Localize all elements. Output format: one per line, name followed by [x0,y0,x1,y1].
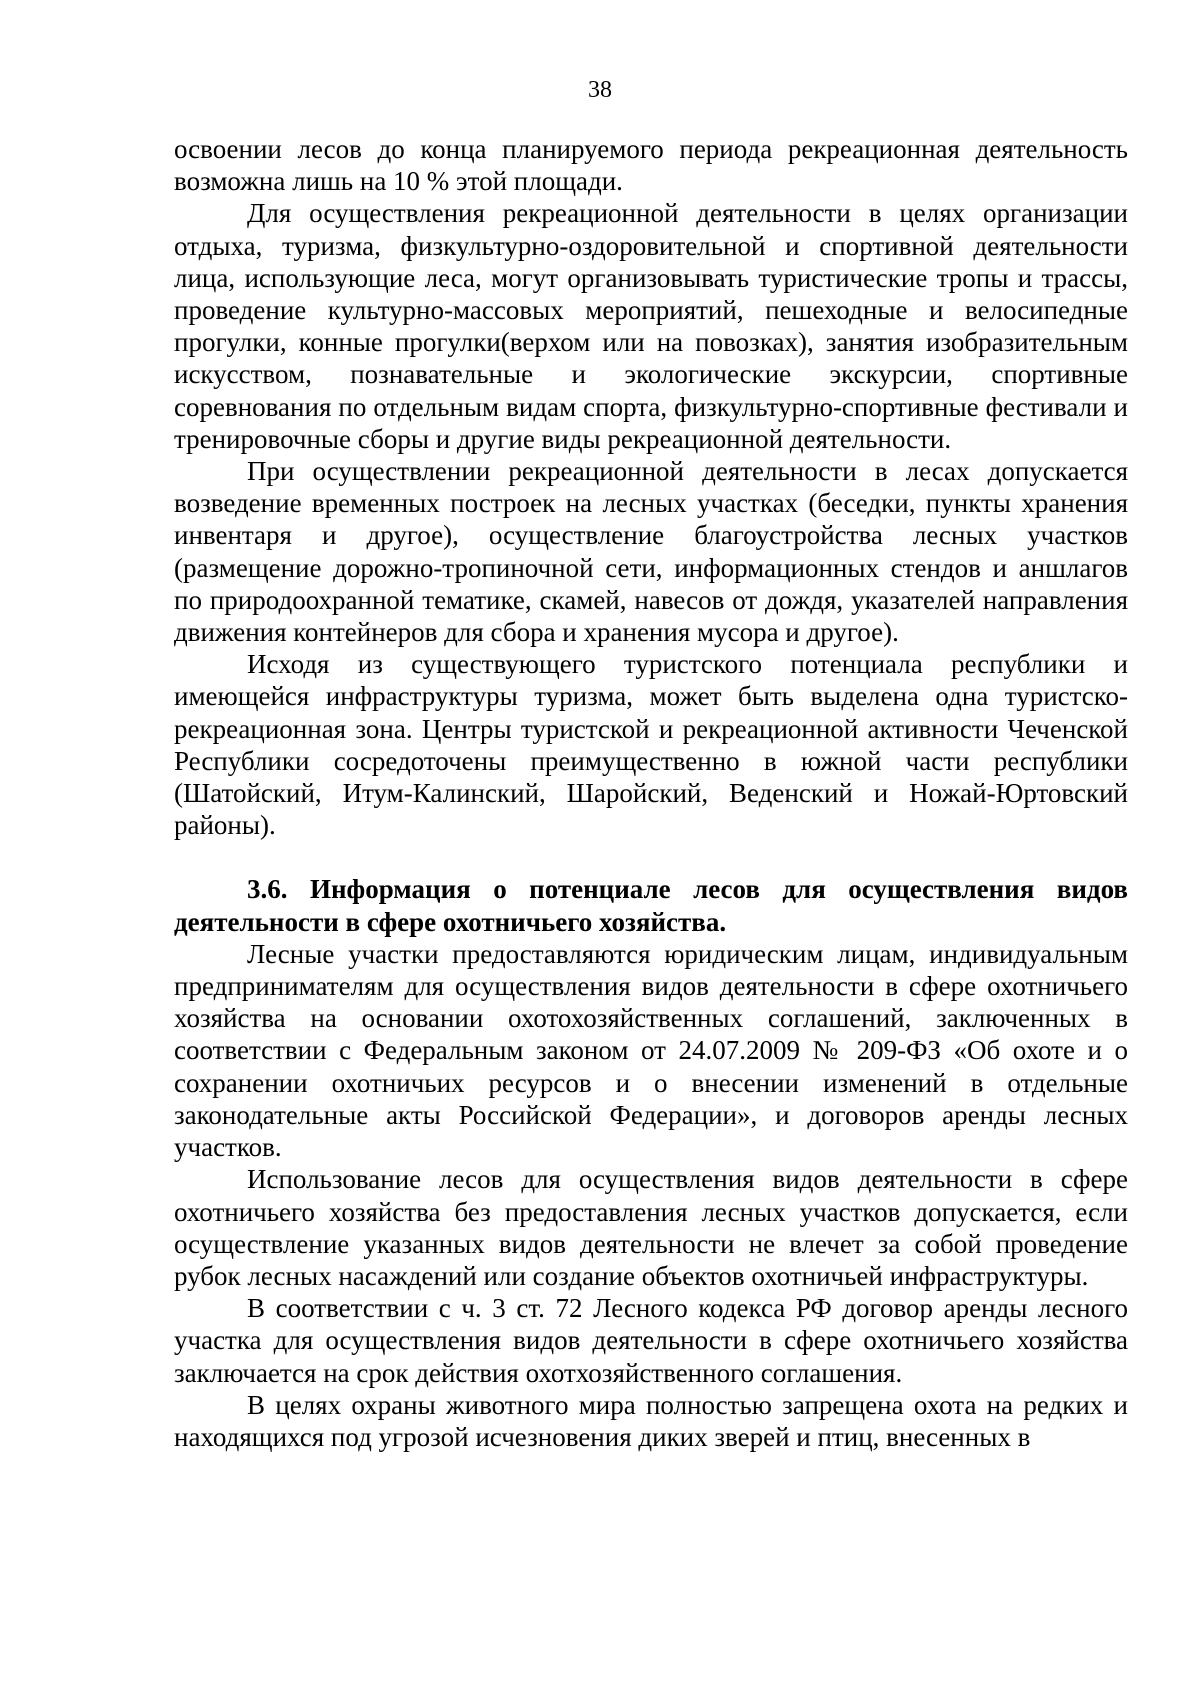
section-heading: 3.6. Информация о потенциале лесов для осуществления видов деятельности в сфере охотничьего хозяйства. [174,874,1128,937]
page-number: 38 [588,77,612,103]
paragraph-lease-term: В соответствии с ч. 3 ст. 72 Лесного кодекса РФ договор аренды лесного участка для осуществления видов деятельности в сфере охотничьего хозяйства заключается на срок действия охотхозяйственного соглашения. [174,1293,1128,1388]
paragraph-recreation-activities: Для осуществления рекреационной деятельности в целях организации отдыха, туризма, физкультурно-оздоровительной и спортивной деятельности лица, использующие леса, могут организовывать туристические тропы и трассы, проведение культурно-массовых мероприятий, пешеходные и велосипедные прогулки, конные прогулки(верхом или на повозках), занятия изобразительным искусством, познавательные и экологические экскурсии, спортивные соревнования по отдельным видам спорта, физкультурно-спортивные фестивали и тренировочные сборы и другие виды рекреационной деятельности. [174,198,1128,454]
document-body [174,133,1128,1453]
paragraph-continuation: освоении лесов до конца планируемого периода рекреационная деятельность возможна лишь на 10 % этой площади. [174,134,1128,197]
paragraph-hunting-plots: Лесные участки предоставляются юридическим лицам, индивидуальным предпринимателям для осуществления видов деятельности в сфере охотничьего хозяйства на основании охотохозяйственных соглашений, заключенных в соответствии с Федеральным законом от 24.07.2009 № 209-ФЗ «Об охоте и о сохранении охотничьих ресурсов и о внесении изменений в отдельные законодательные акты Российской Федерации», и договоров аренды лесных участков. [174,938,1128,1163]
paragraph-hunting-without-plots: Использование лесов для осуществления видов деятельности в сфере охотничьего хозяйства без предоставления лесных участков допускается, если осуществление указанных видов деятельности не влечет за собой проведение рубок лесных насаждений или создание объектов охотничьей инфраструктуры. [174,1164,1128,1291]
paragraph-wildlife-protection: В целях охраны животного мира полностью запрещена охота на редких и находящихся под угрозой исчезновения диких зверей и птиц, внесенных в [174,1389,1128,1452]
paragraph-tourist-zone: Исходя из существующего туристского потенциала республики и имеющейся инфраструктуры туризма, может быть выделена одна туристско-рекреационная зона. Центры туристской и рекреационной активности Чеченской Республики сосредоточены преимущественно в южной части республики (Шатойский, Итум-Калинский, Шаройский, Веденский и Ножай-Юртовский районы). [174,649,1128,841]
paragraph-temporary-buildings: При осуществлении рекреационной деятельности в лесах допускается возведение временных построек на лесных участках (беседки, пункты хранения инвентаря и другое), осуществление благоустройства лесных участков (размещение дорожно-тропиночной сети, информационных стендов и аншлагов по природоохранной тематике, скамей, навесов от дождя, указателей направления движения контейнеров для сбора и хранения мусора и другое). [174,456,1128,648]
